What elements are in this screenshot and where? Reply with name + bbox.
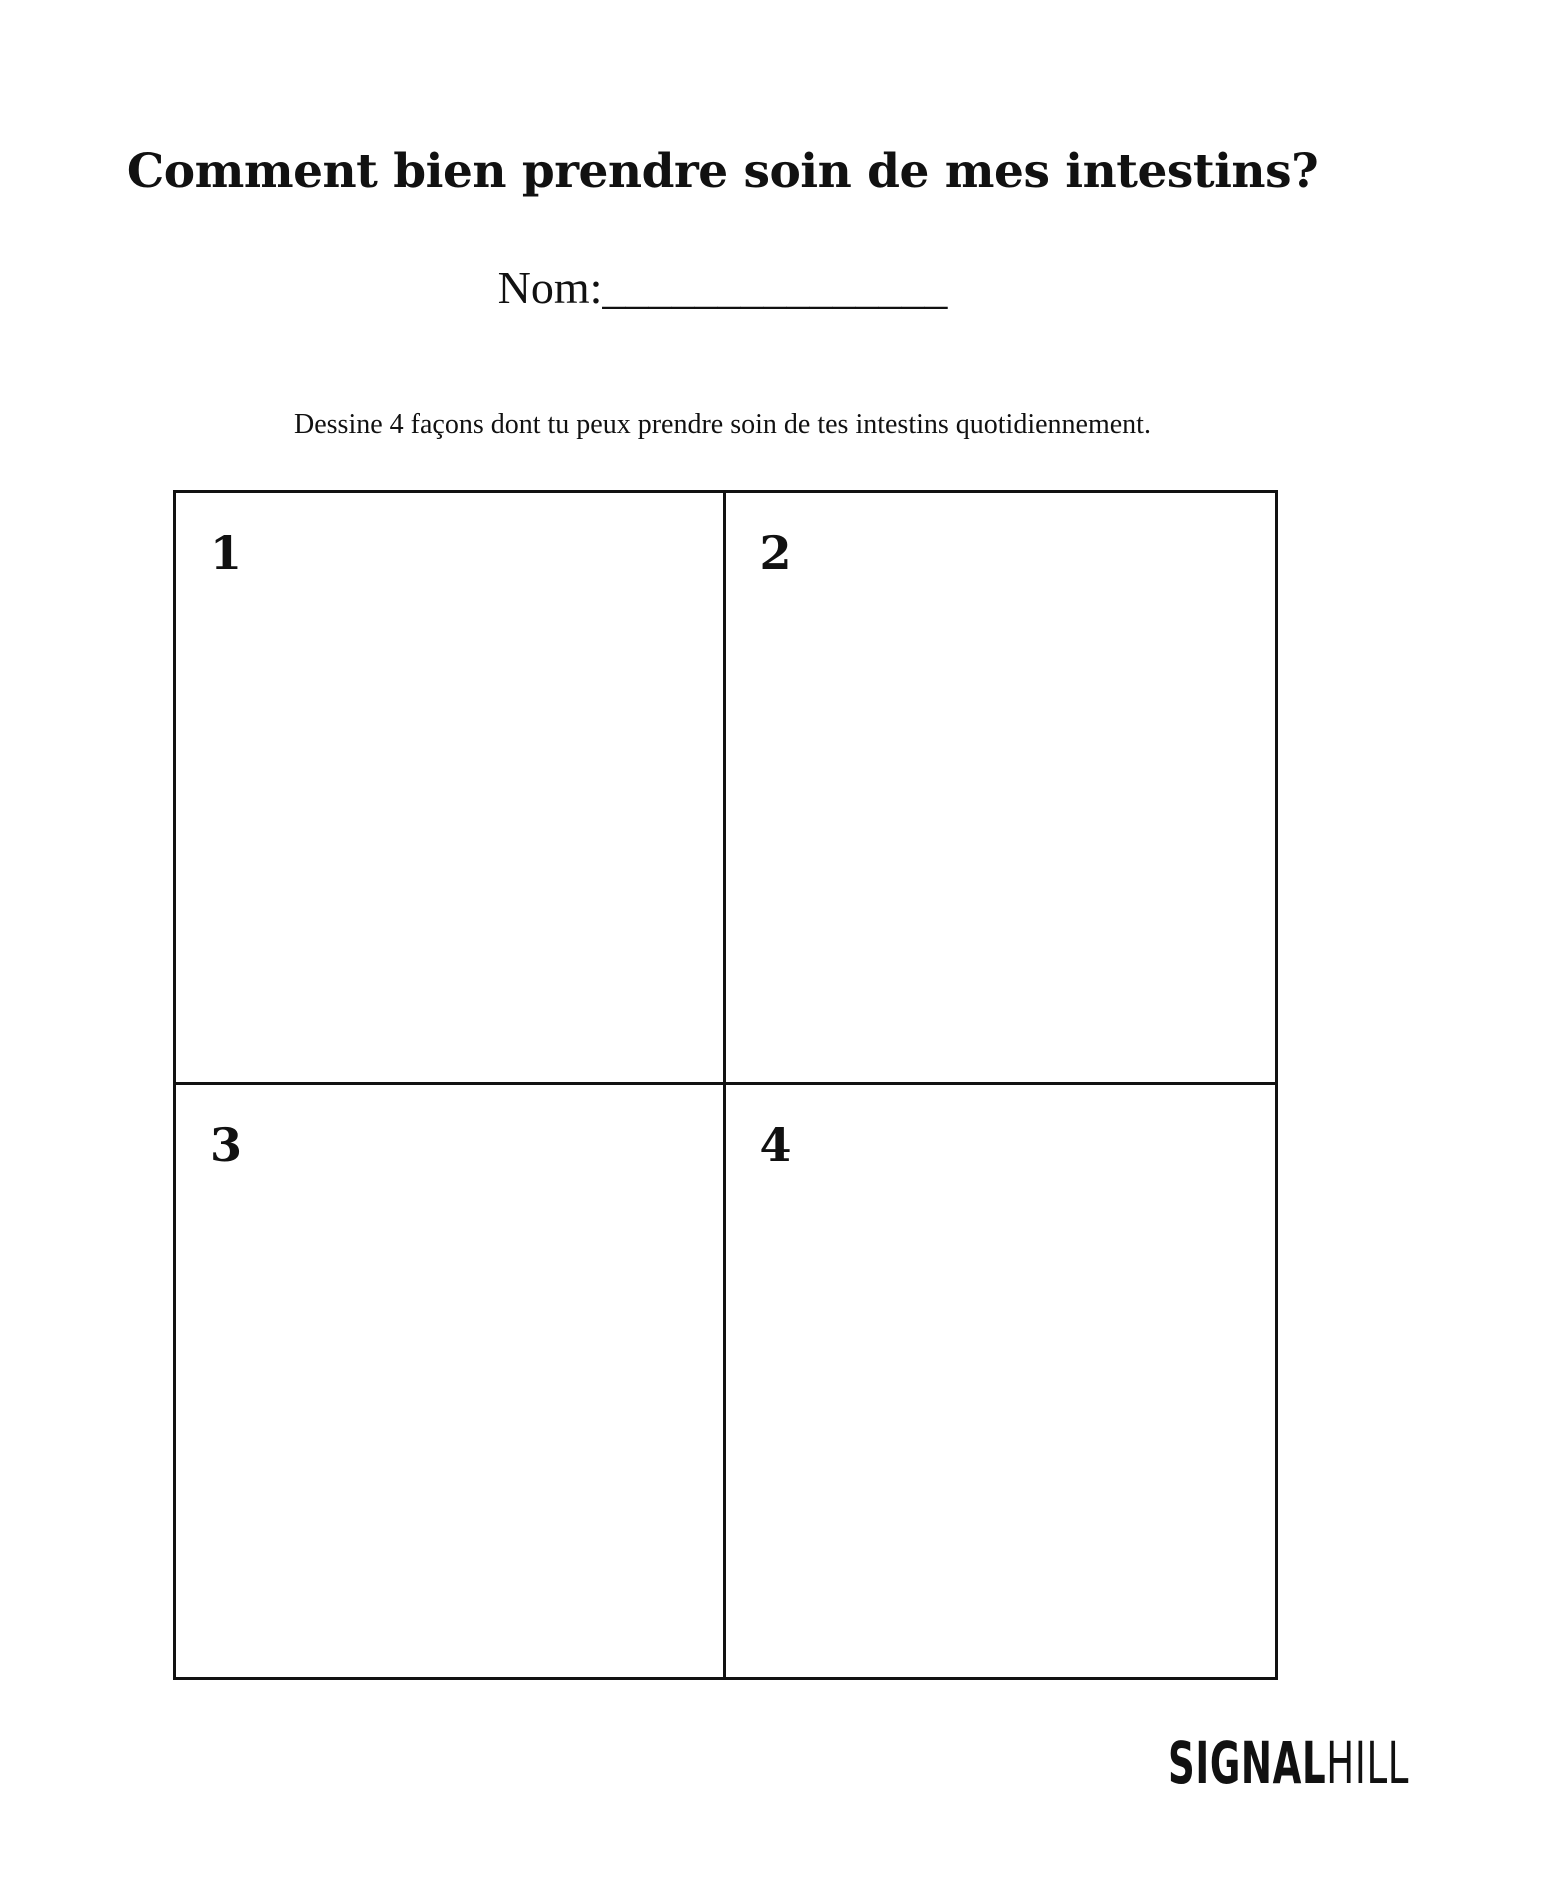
drawing-box-1[interactable] xyxy=(176,493,726,1085)
worksheet-title: Comment bien prendre soin de mes intestins? xyxy=(126,144,1319,199)
drawing-grid xyxy=(173,490,1278,1680)
drawing-box-3[interactable] xyxy=(176,1085,726,1677)
name-field-label: Nom:_______________ xyxy=(497,262,948,313)
logo-bold-text: SIGNAL xyxy=(1168,1729,1327,1797)
box-number: 4 xyxy=(759,1118,792,1172)
box-number: 3 xyxy=(210,1118,243,1172)
box-number: 2 xyxy=(759,526,792,580)
signalhill-logo xyxy=(1168,1723,1410,1803)
instruction-text: Dessine 4 façons dont tu peux prendre soin de tes intestins quotidiennement. xyxy=(294,409,1151,440)
drawing-box-2[interactable] xyxy=(726,493,1276,1085)
drawing-box-4[interactable] xyxy=(726,1085,1276,1677)
box-number: 1 xyxy=(210,526,243,580)
logo-thin-text: HILL xyxy=(1326,1729,1410,1797)
